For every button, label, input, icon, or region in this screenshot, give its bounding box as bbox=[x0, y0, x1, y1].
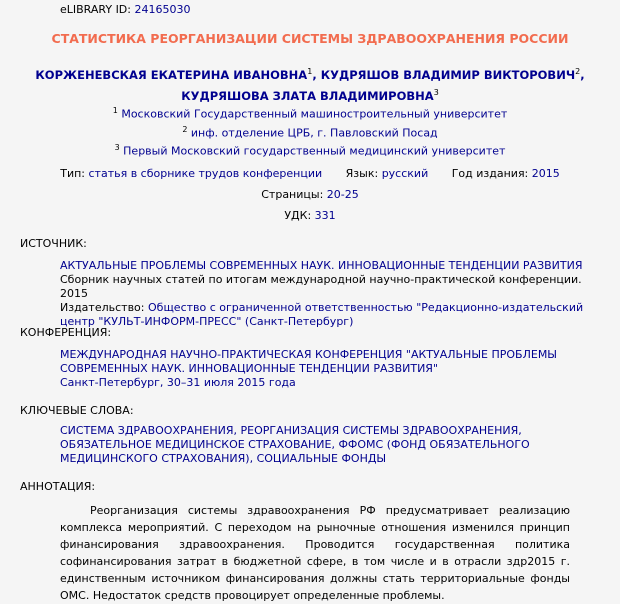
article-title: СТАТИСТИКА РЕОРГАНИЗАЦИИ СИСТЕМЫ ЗДРАВООХРАНЕНИЯ РОССИИ bbox=[51, 31, 569, 46]
source-title-link[interactable]: АКТУАЛЬНЫЕ ПРОБЛЕМЫ СОВРЕМЕННЫХ НАУК. ИННОВАЦИОННЫЕ ТЕНДЕНЦИИ РАЗВИТИЯ bbox=[60, 259, 583, 272]
author-link[interactable]: КУДРЯШОВ ВЛАДИМИР ВИКТОРОВИЧ bbox=[320, 67, 576, 82]
affiliation-link[interactable]: инф. отделение ЦРБ, г. Павловский Посад bbox=[190, 126, 438, 140]
year-value: 2015 bbox=[531, 167, 560, 180]
language-value: русский bbox=[381, 167, 429, 180]
publisher-label: Издательство: bbox=[60, 301, 145, 314]
keywords-body[interactable]: СИСТЕМА ЗДРАВООХРАНЕНИЯ, РЕОРГАНИЗАЦИЯ СИСТЕМЫ ЗДРАВООХРАНЕНИЯ, ОБЯЗАТЕЛЬНОЕ МЕДИЦИНСКОЕ СТРАХОВАНИЕ, ФФОМС (ФОНД ОБЯЗАТЕЛЬНОГО МЕДИЦИНСКОГО СТРАХОВАНИЯ), СОЦИАЛЬНЫЕ ФОНДЫ bbox=[60, 424, 530, 465]
conference-name-link[interactable]: МЕЖДУНАРОДНАЯ НАУЧНО-ПРАКТИЧЕСКАЯ КОНФЕРЕНЦИЯ "АКТУАЛЬНЫЕ ПРОБЛЕМЫ СОВРЕМЕННЫХ НАУК. ИННОВАЦИОННЫЕ ТЕНДЕНЦИИ РАЗВИТИЯ" bbox=[60, 348, 558, 375]
conference-heading: КОНФЕРЕНЦИЯ: bbox=[20, 326, 112, 339]
author-link[interactable]: КУДРЯШОВА ЗЛАТА ВЛАДИМИРОВНА bbox=[181, 88, 434, 103]
pages-value: 20-25 bbox=[326, 188, 359, 201]
udk-value: 331 bbox=[314, 209, 336, 222]
affiliation-sup: 2 bbox=[182, 124, 188, 134]
source-subtitle: Сборник научных статей по итогам международной научно-практической конференции. 2015 bbox=[60, 273, 582, 300]
source-body bbox=[60, 259, 590, 329]
source-heading: ИСТОЧНИК: bbox=[20, 237, 87, 250]
pages-label: Страницы: bbox=[261, 188, 324, 201]
author-link[interactable]: КОРЖЕНЕВСКАЯ ЕКАТЕРИНА ИВАНОВНА bbox=[35, 67, 308, 82]
elibrary-id bbox=[60, 3, 190, 16]
affiliation-link[interactable]: Первый Московский государственный медицинский университет bbox=[123, 144, 506, 158]
author-sup: 2 bbox=[575, 67, 581, 76]
meta-line bbox=[0, 167, 620, 180]
abstract-body bbox=[60, 502, 570, 604]
author-sup: 1 bbox=[307, 67, 313, 76]
affiliation-sup: 1 bbox=[112, 106, 118, 115]
conference-body bbox=[60, 348, 590, 390]
author-sup: 3 bbox=[433, 87, 439, 97]
udk-label: УДК: bbox=[284, 209, 312, 222]
affiliation-sup: 3 bbox=[114, 143, 120, 153]
type-label: Тип: bbox=[60, 167, 85, 180]
elibrary-id-label: eLIBRARY ID: bbox=[60, 3, 131, 16]
keywords-heading: КЛЮЧЕВЫЕ СЛОВА: bbox=[20, 404, 134, 417]
abstract-heading: АННОТАЦИЯ: bbox=[20, 480, 96, 493]
year-label: Год издания: bbox=[451, 167, 529, 180]
affiliation-link[interactable]: Московский Государственный машиностроительный университет bbox=[121, 107, 508, 121]
abstract-text: Реорганизация системы здравоохранения РФ предусматривает реализацию комплекса мероприятий. С переходом на рыночные отношения изменился принцип финансирования здравоохранения. Проводится государственная политика софинансирования затрат в бюджетной сфере, в том числе и в отрасли здр2015 г. единственным источником финансирования должны стать территориальные фонды ОМС. Недостаток средств провоцирует определенные проблемы. bbox=[60, 504, 570, 602]
affiliations bbox=[0, 103, 620, 159]
elibrary-id-value: 24165030 bbox=[134, 3, 191, 16]
pages-line bbox=[0, 188, 620, 201]
conference-place-date: Санкт-Петербург, 30–31 июля 2015 года bbox=[60, 376, 296, 389]
language-label: Язык: bbox=[345, 167, 379, 180]
publisher-link[interactable]: Общество с ограниченной ответственностью "Редакционно-издательский центр "КУЛЬТ-ИНФОРМ-ПРЕСС" (Санкт-Петербург) bbox=[60, 301, 584, 328]
type-value: статья в сборнике трудов конференции bbox=[88, 167, 323, 180]
udk-line bbox=[0, 209, 620, 222]
authors: КОРЖЕНЕВСКАЯ ЕКАТЕРИНА ИВАНОВНА$^1$, КУДРЯШОВ ВЛАДИМИР ВИКТОРОВИЧ$^2$, КУДРЯШОВА ЗЛАТА ВЛАДИМИРОВНА$^3$ bbox=[35, 67, 585, 103]
